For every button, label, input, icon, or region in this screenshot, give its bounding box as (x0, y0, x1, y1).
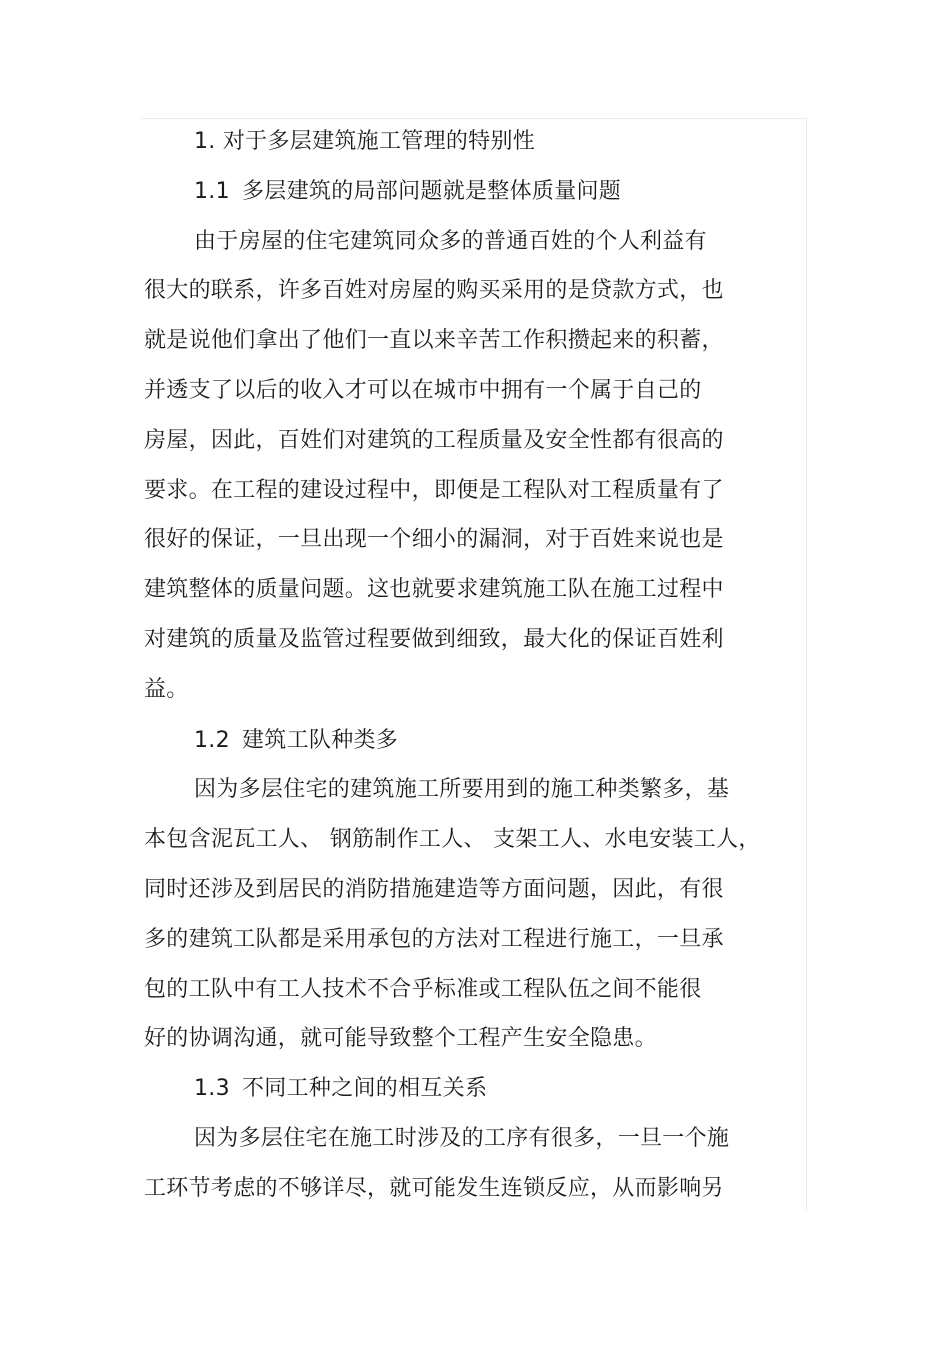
paragraph-line: 益。 (144, 677, 189, 702)
paragraph-line: 包的工队中有工人技术不合乎标准或工程队伍之间不能很 (144, 977, 702, 1002)
subsection-heading-1-2 (194, 726, 398, 756)
paragraph-line: 建筑整体的质量问题。这也就要求建筑施工队在施工过程中 (144, 577, 724, 602)
subsection-heading-1-1 (194, 177, 621, 207)
paragraph-line: 要求。在工程的建设过程中，即便是工程队对工程质量有了 (144, 478, 724, 503)
subsection-title: 多层建筑的局部问题就是整体质量问题 (242, 179, 622, 204)
subsection-title: 不同工种之间的相互关系 (242, 1076, 488, 1101)
paragraph-line: 并透支了以后的收入才可以在城市中拥有一个属于自己的 (144, 378, 702, 403)
section-title: 1. 对于多层建筑施工管理的特别性 (194, 129, 536, 154)
subsection-number: 1.2 (194, 728, 230, 753)
subsection-number: 1.3 (194, 1076, 230, 1101)
paragraph-line: 同时还涉及到居民的消防措施建造等方面问题，因此，有很 (144, 877, 724, 902)
paragraph-line: 就是说他们拿出了他们一直以来辛苦工作积攒起来的积蓄， (144, 328, 724, 353)
paragraph-line: 因为多层住宅在施工时涉及的工序有很多，一旦一个施 (194, 1126, 730, 1151)
subsection-number: 1.1 (194, 179, 230, 204)
paragraph-line: 本包含泥瓦工人、 钢筋制作工人、 支架工人、水电安装工人， (144, 827, 761, 852)
paragraph-line: 很大的联系，许多百姓对房屋的购买采用的是贷款方式，也 (144, 278, 724, 303)
paragraph-line: 好的协调沟通，就可能导致整个工程产生安全隐患。 (144, 1026, 657, 1051)
paragraph-line: 因为多层住宅的建筑施工所要用到的施工种类繁多，基 (194, 777, 730, 802)
subsection-title: 建筑工队种类多 (242, 728, 399, 753)
paragraph-line: 房屋，因此，百姓们对建筑的工程质量及安全性都有很高的 (144, 428, 724, 453)
paragraph-line: 很好的保证，一旦出现一个细小的漏洞，对于百姓来说也是 (144, 527, 724, 552)
paragraph-line: 由于房屋的住宅建筑同众多的普通百姓的个人利益有 (194, 229, 707, 254)
paragraph-line: 工环节考虑的不够详尽，就可能发生连锁反应，从而影响另 (144, 1176, 724, 1201)
paragraph-line: 对建筑的质量及监管过程要做到细致，最大化的保证百姓利 (144, 627, 724, 652)
subsection-heading-1-3 (194, 1074, 487, 1104)
paragraph-line: 多的建筑工队都是采用承包的方法对工程进行施工，一旦承 (144, 927, 724, 952)
